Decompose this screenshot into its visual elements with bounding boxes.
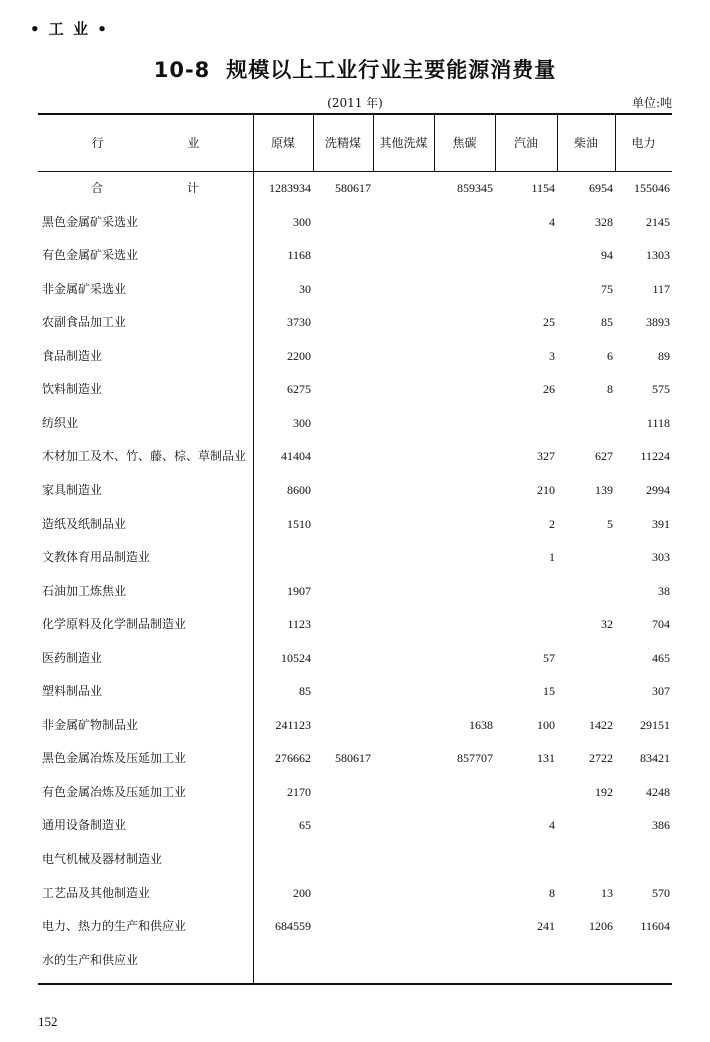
value-cell [434,413,493,433]
value-cell: 5 [607,516,613,531]
value-cell: 2145 [646,214,670,229]
value-cell: 26 [543,382,555,397]
value-cell: 4248 [646,784,670,799]
value-cell [434,245,493,265]
industry-name: 医药制造业 [42,650,103,665]
value-cell: 1283934 [269,181,311,195]
value-cell [373,514,432,534]
column-header: 电力 [631,136,656,150]
industry-name: 家具制造业 [42,482,103,497]
value-cell: 1154 [531,181,555,195]
table-row [38,212,672,232]
value-cell [253,849,311,869]
value-cell: 75 [601,281,613,296]
value-cell [313,279,371,299]
value-cell: 386 [652,818,670,833]
table-row [38,413,672,433]
value-cell: 857707 [457,751,493,766]
industry-name: 电气机械及器材制造业 [42,852,163,866]
value-cell: 241 [537,919,555,934]
value-cell [434,681,493,701]
value-cell: 38 [658,583,670,598]
value-cell [373,547,432,567]
value-cell [253,950,311,970]
value-cell: 327 [537,449,555,464]
value-cell: 10524 [281,650,311,665]
value-cell [313,212,371,232]
industry-name: 水的生产和供应业 [42,952,139,967]
value-cell: 32 [601,617,613,632]
bottom-rule [38,983,672,985]
value-cell: 131 [537,751,555,766]
value-cell: 684559 [275,919,311,934]
value-cell [313,547,371,567]
column-header: 行 业 [91,136,240,150]
value-cell: 1638 [469,717,493,732]
value-cell [313,413,371,433]
value-cell [495,279,555,299]
industry-name: 黑色金属矿采选业 [42,214,139,229]
value-cell: 85 [601,315,613,330]
value-cell [434,212,493,232]
value-cell [434,648,493,668]
value-cell [373,178,432,198]
value-cell [373,614,432,634]
value-cell [434,916,493,936]
value-cell: 210 [537,482,555,497]
value-cell [373,581,432,601]
value-cell [434,279,493,299]
value-cell [373,715,432,735]
value-cell: 1422 [589,717,613,732]
industry-name: 文教体育用品制造业 [42,550,151,565]
value-cell: 241123 [275,717,311,732]
value-cell [495,245,555,265]
value-cell: 276662 [275,751,311,766]
value-cell [557,581,613,601]
value-cell: 117 [652,281,670,296]
value-cell [373,446,432,466]
value-cell [253,547,311,567]
value-cell: 6 [607,348,613,363]
table-row [38,379,672,399]
value-cell [495,849,555,869]
value-cell: 6275 [287,382,311,397]
table-row [38,815,672,835]
value-cell [313,715,371,735]
value-cell: 1303 [646,248,670,263]
value-cell: 139 [595,482,613,497]
header-rule [38,171,672,172]
value-cell: 11604 [640,919,670,934]
table-row [38,245,672,265]
value-cell: 570 [652,885,670,900]
value-cell [434,815,493,835]
value-cell: 29151 [640,717,670,732]
value-cell [313,849,371,869]
value-cell [373,950,432,970]
table-row [38,446,672,466]
value-cell [373,849,432,869]
value-cell: 85 [299,684,311,699]
value-cell [373,748,432,768]
value-cell [313,883,371,903]
value-cell [313,648,371,668]
column-header: 洗精煤 [324,136,361,150]
table-title: 规模以上工业行业主要能源消费量 [226,58,557,82]
column-header: 原煤 [270,136,295,150]
value-cell: 41404 [281,449,311,464]
value-cell [373,782,432,802]
table-row [38,782,672,802]
value-cell: 627 [595,449,613,464]
value-cell [373,681,432,701]
value-cell [313,480,371,500]
value-cell: 1123 [287,617,311,632]
value-cell: 300 [293,415,311,430]
value-cell [434,581,493,601]
industry-name: 电力、热力的生产和供应业 [42,919,187,934]
table-number: 10-8 [153,58,211,82]
value-cell [557,648,613,668]
value-cell: 83421 [640,751,670,766]
industry-name: 农副食品加工业 [42,315,127,330]
value-cell [495,581,555,601]
value-cell [434,379,493,399]
value-cell [313,614,371,634]
value-cell: 3893 [646,315,670,330]
value-cell [557,950,613,970]
value-cell [313,245,371,265]
table-row [38,916,672,936]
page-title [0,54,710,84]
value-cell: 6954 [589,181,613,195]
table-row [38,648,672,668]
value-cell: 391 [652,516,670,531]
value-cell [434,883,493,903]
value-cell: 100 [537,717,555,732]
value-cell: 8 [549,885,555,900]
value-cell [313,514,371,534]
industry-name: 通用设备制造业 [42,818,127,833]
column-header: 其他洗煤 [379,136,428,150]
industry-name: 非金属矿物制品业 [42,717,139,732]
table-row [38,883,672,903]
industry-name: 有色金属冶炼及压延加工业 [42,784,187,799]
value-cell [313,346,371,366]
value-cell: 89 [658,348,670,363]
value-cell: 65 [299,818,311,833]
value-cell: 3730 [287,315,311,330]
value-cell [313,815,371,835]
value-cell: 30 [299,281,311,296]
value-cell [495,950,555,970]
industry-name: 石油加工炼焦业 [42,583,127,598]
value-cell [313,446,371,466]
value-cell: 580617 [335,181,371,195]
value-cell [615,849,670,869]
value-cell: 155046 [634,181,670,195]
value-cell: 1168 [287,248,311,263]
value-cell: 465 [652,650,670,665]
value-cell: 303 [652,550,670,565]
value-cell [373,480,432,500]
value-cell [373,916,432,936]
value-cell: 704 [652,617,670,632]
value-cell: 2200 [287,348,311,363]
industry-name: 非金属矿采选业 [42,281,127,296]
value-cell [373,312,432,332]
table-year: (2011 年) [327,96,383,110]
table-row [38,748,672,768]
industry-name: 饮料制造业 [42,382,103,397]
value-cell [557,547,613,567]
industry-name: 有色金属矿采选业 [42,248,139,263]
value-cell [557,815,613,835]
section-tag: • 工 业 • [30,20,109,38]
value-cell: 859345 [457,181,493,195]
value-cell: 1907 [287,583,311,598]
value-cell: 300 [293,214,311,229]
value-cell: 4 [549,818,555,833]
table-row [38,614,672,634]
value-cell [434,446,493,466]
table-row [38,547,672,567]
value-cell [373,379,432,399]
table-row [38,514,672,534]
value-cell: 580617 [335,751,371,766]
value-cell [557,681,613,701]
value-cell [373,883,432,903]
value-cell [373,815,432,835]
industry-name: 木材加工及木、竹、藤、棕、草制品业 [42,449,247,464]
value-cell: 8 [607,382,613,397]
value-cell [313,950,371,970]
value-cell: 57 [543,650,555,665]
value-cell [373,648,432,668]
value-cell: 307 [652,684,670,699]
column-header: 柴油 [573,136,598,150]
table-row [38,279,672,299]
value-cell [373,346,432,366]
table-row [38,178,672,198]
table-row [38,950,672,970]
table-unit: 单位:吨 [631,96,672,110]
value-cell [373,413,432,433]
value-cell: 1510 [287,516,311,531]
industry-name: 造纸及纸制品业 [42,516,127,531]
industry-name: 工艺品及其他制造业 [42,885,151,900]
table-row [38,480,672,500]
industry-name: 化学原料及化学制品制造业 [42,617,187,632]
value-cell [495,614,555,634]
value-cell [434,514,493,534]
value-cell [434,346,493,366]
industry-name: 塑料制品业 [42,684,103,699]
value-cell [313,379,371,399]
value-cell [434,614,493,634]
value-cell [557,849,613,869]
value-cell: 94 [601,248,613,263]
value-cell [615,950,670,970]
table-row [38,581,672,601]
table-row [38,849,672,869]
value-cell [434,547,493,567]
value-cell [557,413,613,433]
value-cell: 200 [293,885,311,900]
value-cell: 1206 [589,919,613,934]
industry-name: 纺织业 [42,415,79,430]
value-cell: 11224 [640,449,670,464]
value-cell [313,782,371,802]
value-cell [434,950,493,970]
table-row [38,715,672,735]
value-cell: 8600 [287,482,311,497]
value-cell [434,782,493,802]
value-cell: 2 [549,516,555,531]
value-cell [373,279,432,299]
value-cell: 2994 [646,482,670,497]
table-row [38,681,672,701]
industry-name: 黑色金属冶炼及压延加工业 [42,751,187,766]
value-cell [313,312,371,332]
value-cell: 575 [652,382,670,397]
value-cell [373,245,432,265]
table-row [38,312,672,332]
value-cell [434,480,493,500]
value-cell: 2170 [287,784,311,799]
value-cell: 3 [549,348,555,363]
value-cell: 2722 [589,751,613,766]
value-cell: 1118 [646,415,670,430]
column-header: 汽油 [513,136,538,150]
value-cell [313,681,371,701]
value-cell: 13 [601,885,613,900]
value-cell [495,413,555,433]
value-cell [434,849,493,869]
value-cell: 192 [595,784,613,799]
total-label: 合 计 [91,181,239,195]
value-cell: 4 [549,214,555,229]
table-row [38,346,672,366]
value-cell [373,212,432,232]
value-cell: 15 [543,684,555,699]
value-cell [313,916,371,936]
column-header: 焦碳 [452,136,477,150]
value-cell [434,312,493,332]
value-cell [313,581,371,601]
page-number: 152 [38,1014,58,1029]
value-cell: 1 [549,550,555,565]
value-cell: 25 [543,315,555,330]
value-cell: 328 [595,214,613,229]
industry-name: 食品制造业 [42,348,103,363]
value-cell [495,782,555,802]
